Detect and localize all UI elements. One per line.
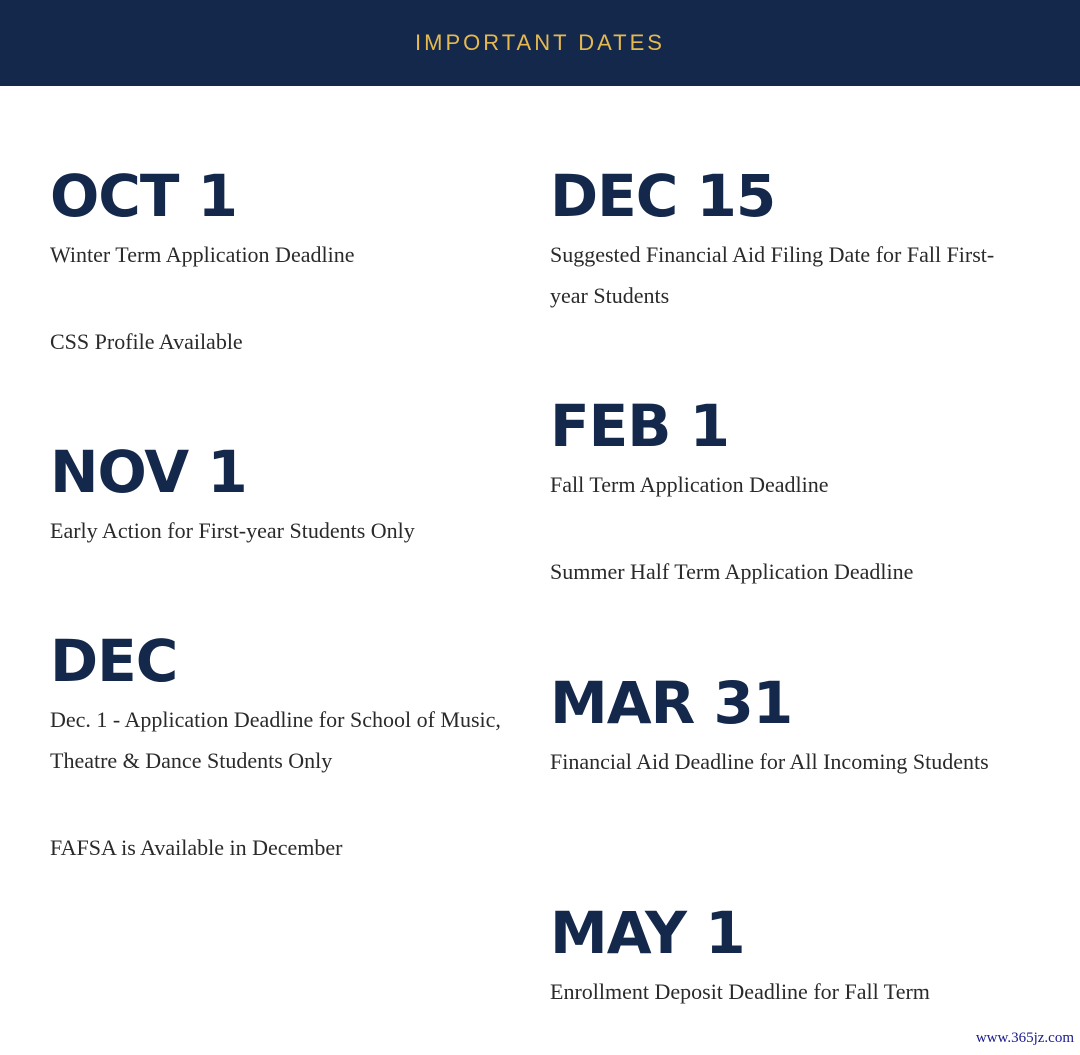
date-item: Enrollment Deposit Deadline for Fall Term xyxy=(550,979,930,1004)
date-item: Winter Term Application Deadline xyxy=(50,242,355,267)
date-item: Dec. 1 - Application Deadline for School of Music, Theatre & Dance Students Only xyxy=(50,707,501,773)
watermark: www.365jz.com xyxy=(975,1030,1074,1046)
header-banner xyxy=(0,0,1080,86)
date-heading: OCT 1 xyxy=(50,162,237,230)
date-item: CSS Profile Available xyxy=(50,329,243,354)
date-block-dec xyxy=(50,629,520,868)
page-title: IMPORTANT DATES xyxy=(415,30,665,55)
date-item: Fall Term Application Deadline xyxy=(550,472,829,497)
date-heading: NOV 1 xyxy=(50,438,247,506)
date-block-feb-1 xyxy=(550,394,1020,592)
date-block-nov-1 xyxy=(50,440,520,551)
date-block-may-1 xyxy=(550,901,1020,1012)
date-heading: MAR 31 xyxy=(550,669,793,737)
date-item: Financial Aid Deadline for All Incoming Students xyxy=(550,749,989,774)
date-block-dec-15 xyxy=(550,164,1020,316)
date-item: FAFSA is Available in December xyxy=(50,835,343,860)
date-block-mar-31 xyxy=(550,671,1020,782)
date-item: Early Action for First-year Students Only xyxy=(50,518,415,543)
date-heading: DEC xyxy=(50,627,178,695)
date-heading: FEB 1 xyxy=(550,392,729,460)
date-block-oct-1 xyxy=(50,164,520,362)
date-item: Suggested Financial Aid Filing Date for Fall First-year Students xyxy=(550,242,995,308)
date-heading: DEC 15 xyxy=(550,162,776,230)
date-item: Summer Half Term Application Deadline xyxy=(550,559,914,584)
date-heading: MAY 1 xyxy=(550,899,745,967)
